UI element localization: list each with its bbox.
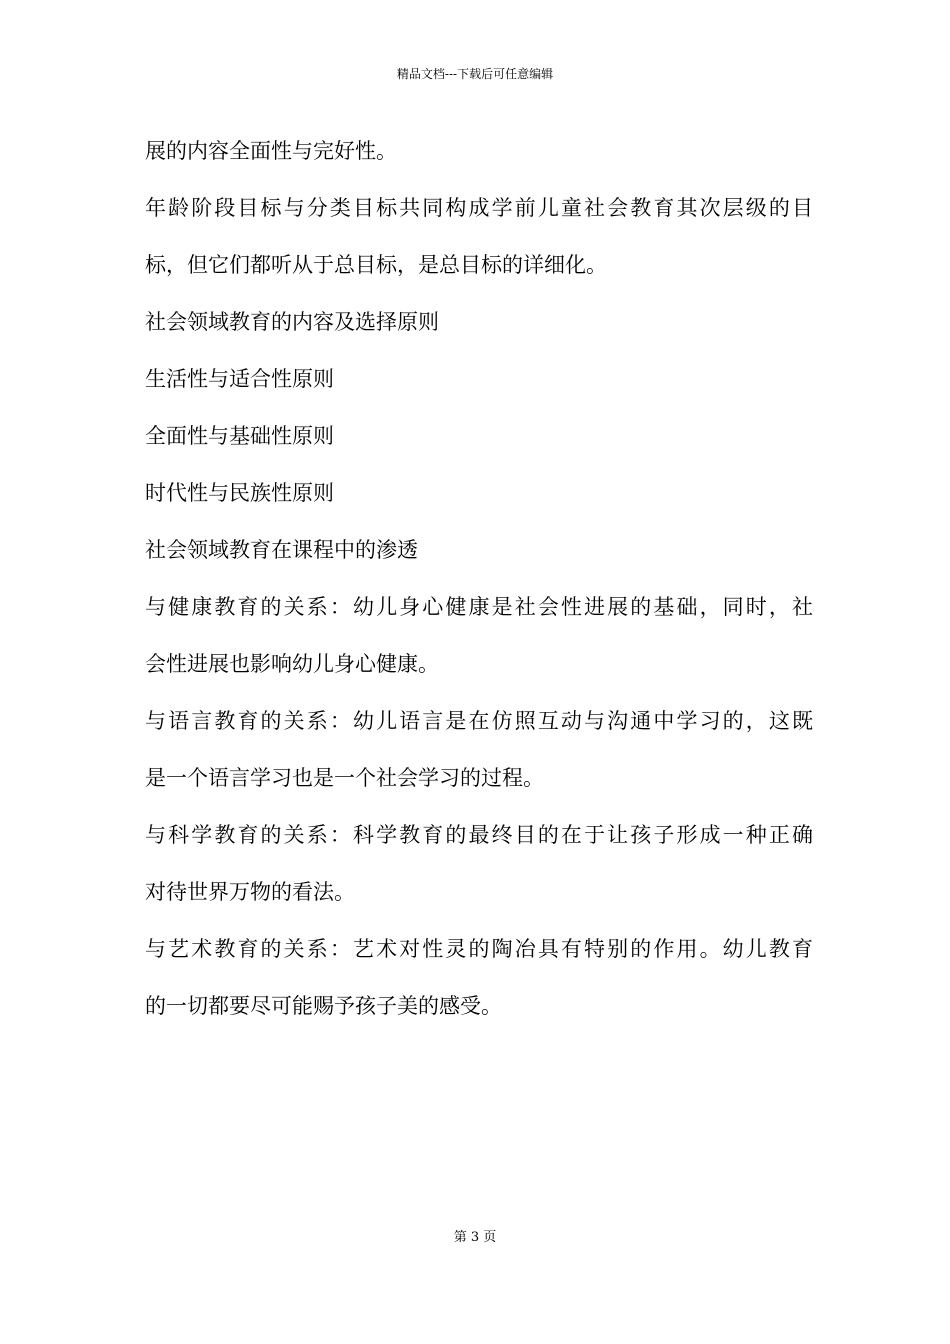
- principle-item-1: [145, 360, 813, 398]
- relation-language: [145, 702, 813, 797]
- relation-science: [145, 816, 813, 911]
- paragraph-line: 时代性与民族性原则: [145, 481, 334, 505]
- paragraph-line: 标，但它们都听从于总目标，是总目标的详细化。: [145, 253, 607, 277]
- paragraph-line: 的一切都要尽可能赐予孩子美的感受。: [145, 994, 502, 1018]
- paragraph-line: 社会领域教育的内容及选择原则: [145, 310, 439, 334]
- paragraph-line: 全面性与基础性原则: [145, 424, 334, 448]
- principle-item-2: [145, 417, 813, 455]
- paragraph-1: [145, 132, 813, 170]
- paragraph-line: 是一个语言学习也是一个社会学习的过程。: [145, 766, 544, 790]
- paragraph-2: [145, 189, 813, 284]
- page-number: 第 3 页: [453, 1230, 497, 1245]
- paragraph-line: 与艺术教育的关系：艺术对性灵的陶冶具有特别的作用。幼儿教育: [145, 937, 813, 961]
- document-body: [145, 132, 813, 1025]
- section-heading-content-principles: [145, 303, 813, 341]
- paragraph-line: 社会领域教育在课程中的渗透: [145, 538, 418, 562]
- paragraph-line: 展的内容全面性与完好性。: [145, 139, 397, 163]
- paragraph-line: 与语言教育的关系：幼儿语言是在仿照互动与沟通中学习的，这既: [145, 709, 813, 733]
- page-header: 精品文档---下载后可任意编辑: [396, 67, 554, 81]
- section-heading-curriculum: [145, 531, 813, 569]
- principle-item-3: [145, 474, 813, 512]
- paragraph-line: 与科学教育的关系：科学教育的最终目的在于让孩子形成一种正确: [145, 823, 813, 847]
- paragraph-line: 对待世界万物的看法。: [145, 880, 355, 904]
- relation-art: [145, 930, 813, 1025]
- paragraph-line: 与健康教育的关系：幼儿身心健康是社会性进展的基础，同时，社: [145, 595, 813, 619]
- relation-health: [145, 588, 813, 683]
- paragraph-line: 年龄阶段目标与分类目标共同构成学前儿童社会教育其次层级的目: [145, 196, 813, 220]
- paragraph-line: 生活性与适合性原则: [145, 367, 334, 391]
- paragraph-line: 会性进展也影响幼儿身心健康。: [145, 652, 439, 676]
